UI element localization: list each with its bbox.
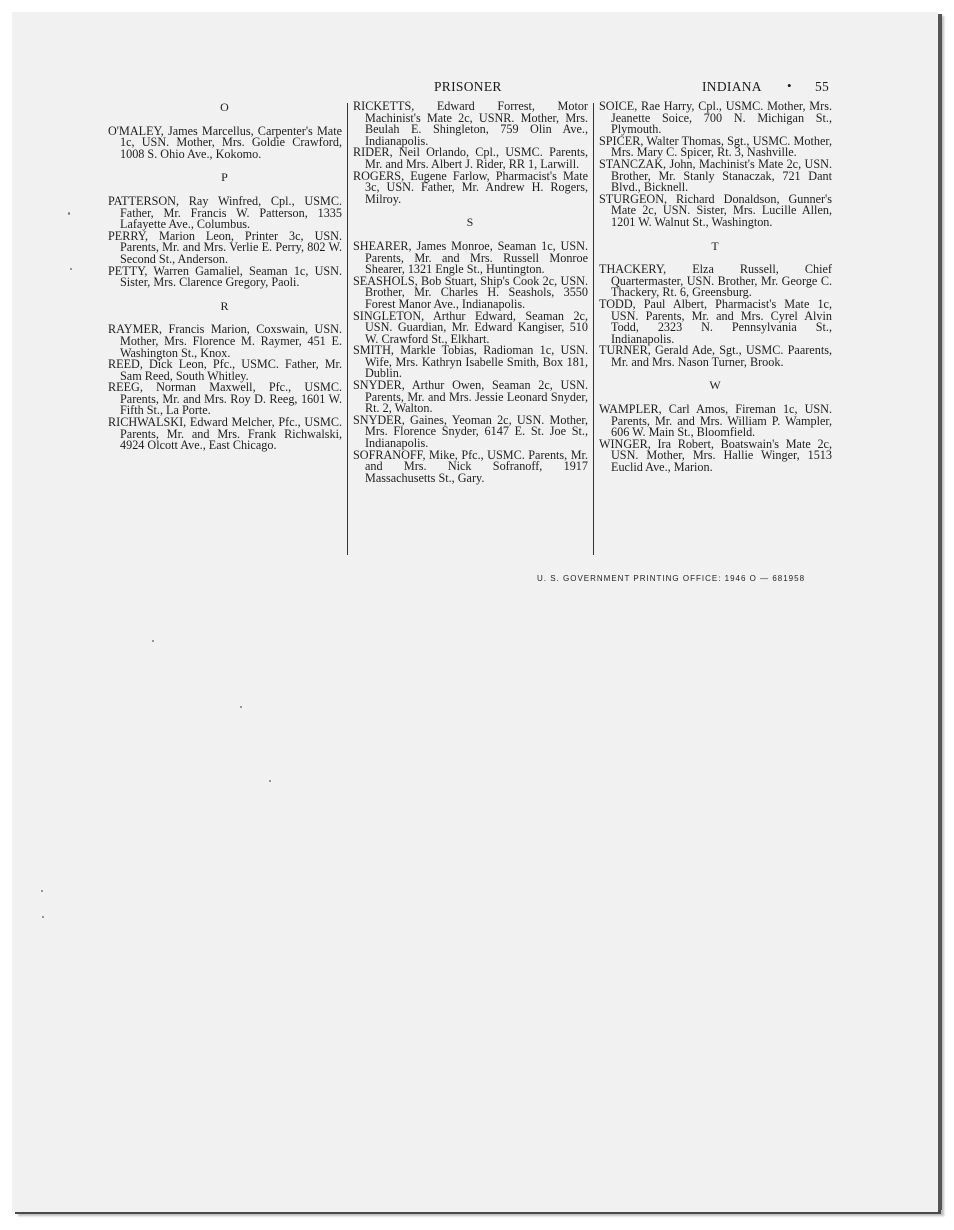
page-edge-shadow <box>938 14 942 1210</box>
roster-entry: PETTY, Warren Gamaliel, Seaman 1c, USN. Sister, Mrs. Clarence Gregory, Paoli. <box>108 263 342 290</box>
roster-entry: STURGEON, Richard Donaldson, Gunner's Mate 2c, USN. Sister, Mrs. Lucille Allen, 1201 W. Walnut St., Washington. <box>599 191 832 229</box>
roster-entry: RIDER, Neil Orlando, Cpl., USMC. Parents, Mr. and Mrs. Albert J. Rider, RR 1, Larwill. <box>353 145 588 171</box>
roster-entry: RICHWALSKI, Edward Melcher, Pfc., USMC. Parents, Mr. and Mrs. Frank Richwalski, 4924 Olcott Ave., East Chicago. <box>108 415 342 453</box>
roster-entry: RICKETTS, Edward Forrest, Motor Machinist's Mate 2c, USNR. Mother, Mrs. Beulah E. Shingleton, 759 Olin Ave., Indianapolis. <box>353 99 588 148</box>
roster-entry: O'MALEY, James Marcellus, Carpenter's Mate 1c, USN. Mother, Mrs. Goldie Crawford, 1008 S. Ohio Ave., Kokomo. <box>108 123 342 161</box>
scan-speck <box>240 706 242 708</box>
roster-entry: SHEARER, James Monroe, Seaman 1c, USN. Parents, Mr. and Mrs. Russell Monroe Shearer, 1321 Engle St., Huntington. <box>353 238 588 277</box>
roster-entry: PATTERSON, Ray Winfred, Cpl., USMC. Father, Mr. Francis W. Patterson, 1335 Lafayette Ave., Columbus. <box>108 193 342 232</box>
roster-entry: SOICE, Rae Harry, Cpl., USMC. Mother, Mrs. Jeanette Soice, 700 N. Michigan St., Plymouth. <box>599 99 832 137</box>
roster-entry: SINGLETON, Arthur Edward, Seaman 2c, USN. Guardian, Mr. Edward Kangiser, 510 W. Crawford St., Elkhart. <box>353 308 588 346</box>
roster-entry: TURNER, Gerald Ade, Sgt., USMC. Paarents, Mr. and Mrs. Nason Turner, Brook. <box>599 343 832 369</box>
header-state: INDIANA <box>702 79 762 94</box>
running-header <box>0 79 954 97</box>
roster-entry: REEG, Norman Maxwell, Pfc., USMC. Parents, Mr. and Mrs. Roy D. Reeg, 1601 W. Fifth St., La Porte. <box>108 380 342 418</box>
section-letter: T <box>711 238 720 253</box>
column-2 <box>353 101 588 484</box>
column-1 <box>108 101 342 452</box>
roster-entry: PERRY, Marion Leon, Printer 3c, USN. Parents, Mr. and Mrs. Verlie E. Perry, 802 W. Second St., Anderson. <box>108 228 342 266</box>
scan-speck <box>42 916 44 918</box>
column-3 <box>599 101 832 474</box>
roster-entry: SEASHOLS, Bob Stuart, Ship's Cook 2c, USN. Brother, Mr. Charles H. Seashols, 3550 Forest Manor Ave., Indianapolis. <box>353 273 588 311</box>
scan-speck <box>68 212 70 215</box>
scan-speck <box>41 890 43 892</box>
roster-entry: WINGER, Ira Robert, Boatswain's Mate 2c, USN. Mother, Mrs. Hallie Winger, 1513 Euclid Ave., Marion. <box>599 436 832 475</box>
column-rule-1 <box>347 103 348 555</box>
column-rule-2 <box>593 103 594 555</box>
header-bullet: • <box>787 78 792 93</box>
roster-entry: STANCZAK, John, Machinist's Mate 2c, USN. Brother, Mr. Stanly Stanaczak, 721 Dant Blvd., Bicknell. <box>599 156 832 195</box>
roster-entry: SMITH, Markle Tobias, Radioman 1c, USN. Wife, Mrs. Kathryn Isabelle Smith, Box 181, Dublin. <box>353 343 588 381</box>
page-number: 55 <box>815 79 830 94</box>
section-letter: P <box>221 170 229 185</box>
roster-entry: SOFRANOFF, Mike, Pfc., USMC. Parents, Mr. and Mrs. Nick Sofranoff, 1917 Massachusetts St., Gary. <box>353 447 588 485</box>
scan-speck <box>70 268 72 270</box>
roster-entry: SPICER, Walter Thomas, Sgt., USMC. Mother, Mrs. Mary C. Spicer, Rt. 3, Nashville. <box>599 133 832 160</box>
section-letter: S <box>466 215 475 230</box>
header-title: PRISONER <box>434 79 502 94</box>
roster-entry: SNYDER, Gaines, Yeoman 2c, USN. Mother, Mrs. Florence Snyder, 6147 E. St. Joe St., Indianapolis. <box>353 412 588 451</box>
roster-entry: RAYMER, Francis Marion, Coxswain, USN. Mother, Mrs. Florence M. Raymer, 451 E. Washington St., Knox. <box>108 322 342 360</box>
section-letter: W <box>709 378 722 393</box>
section-letter: R <box>220 298 230 313</box>
roster-entry: SNYDER, Arthur Owen, Seaman 2c, USN. Parents, Mr. and Mrs. Jessie Leonard Snyder, Rt. 2, Walton. <box>353 378 588 416</box>
roster-entry: REED, Dick Leon, Pfc., USMC. Father, Mr. Sam Reed, South Whitley. <box>108 357 342 383</box>
section-letter: O <box>220 100 230 114</box>
roster-entry: ROGERS, Eugene Farlow, Pharmacist's Mate 3c, USN. Father, Mr. Andrew H. Rogers, Milroy. <box>353 168 588 206</box>
roster-entry: WAMPLER, Carl Amos, Fireman 1c, USN. Parents, Mr. and Mrs. William P. Wampler, 606 W. Main St., Bloomfield. <box>599 402 832 440</box>
printing-office-imprint: U. S. GOVERNMENT PRINTING OFFICE: 1946 O — 681958 <box>537 574 806 583</box>
scan-speck <box>152 640 154 642</box>
scan-speck <box>269 780 271 782</box>
roster-entry: TODD, Paul Albert, Pharmacist's Mate 1c, USN. Parents, Mr. and Mrs. Cyrel Alvin Todd, 2323 N. Pennsylvania St., Indianapolis. <box>599 296 832 346</box>
roster-entry: THACKERY, Elza Russell, Chief Quartermaster, USN. Brother, Mr. George C. Thackery, Rt. 6, Greensburg. <box>599 262 832 300</box>
